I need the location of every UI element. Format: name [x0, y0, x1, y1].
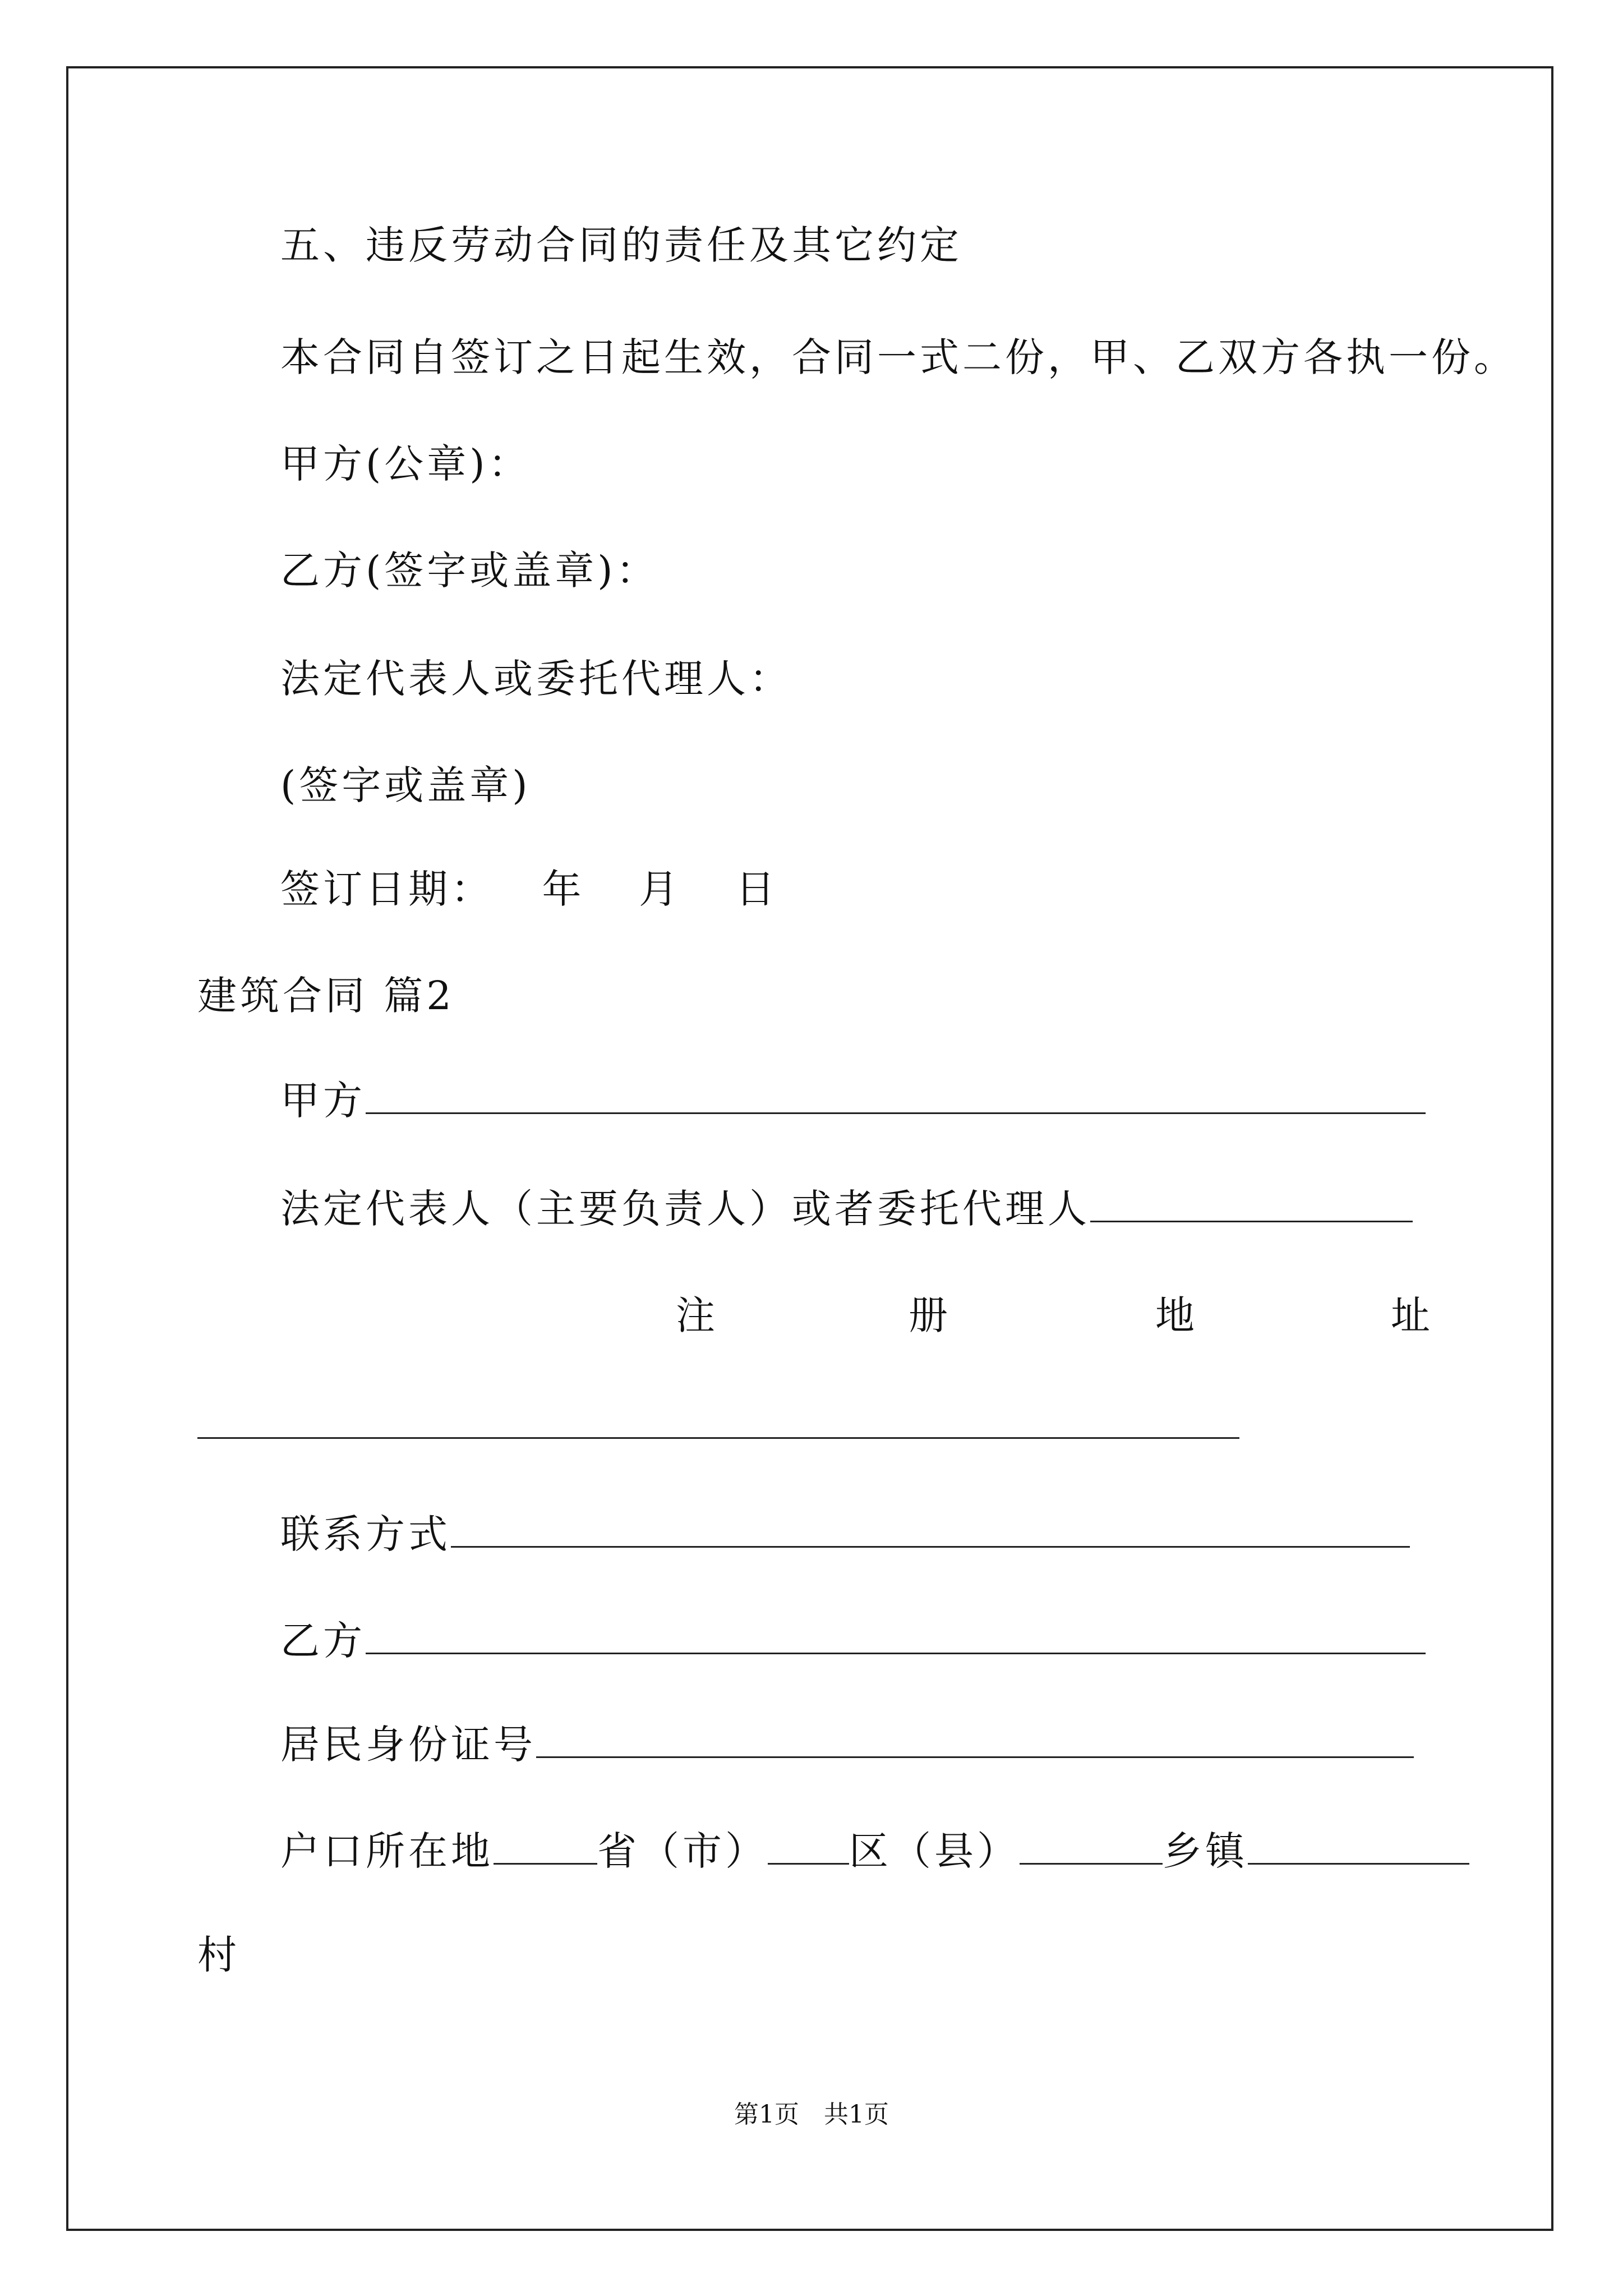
sign-date-year: 年 [542, 866, 585, 912]
party-a-label: 甲方 [280, 1078, 366, 1124]
party-a-blank[interactable] [366, 1078, 1426, 1114]
representative-field [280, 1184, 1413, 1234]
page-footer: 第1页 共1页 [734, 2100, 889, 2129]
registered-address-blank[interactable] [197, 1437, 1239, 1439]
representative-label: 法定代表人（主要负责人）或者委托代理人 [280, 1186, 1090, 1232]
party-b-blank[interactable] [366, 1618, 1426, 1654]
id-number-field [280, 1719, 1414, 1770]
township-blank[interactable] [1020, 1828, 1163, 1865]
registered-address-char-3: 地 [1155, 1292, 1195, 1338]
party-b-sign-line: 乙方(签字或盖章)： [280, 547, 659, 593]
id-number-blank[interactable] [536, 1722, 1414, 1758]
representative-blank[interactable] [1090, 1186, 1413, 1222]
village-label: 村 [197, 1932, 240, 1978]
page-border [66, 66, 1553, 2231]
registered-address-char-4: 址 [1391, 1292, 1430, 1338]
effective-clause: 本合同自签订之日起生效，合同一式二份，甲、乙双方各执一份。 [280, 334, 1516, 380]
sign-date-month: 月 [639, 866, 682, 912]
id-number-label: 居民身份证号 [280, 1722, 536, 1768]
contact-label: 联系方式 [280, 1511, 451, 1557]
sign-date-day: 日 [735, 866, 778, 912]
household-field [280, 1826, 1469, 1876]
party-a-field [280, 1075, 1426, 1126]
party-b-field [280, 1616, 1426, 1666]
province-blank[interactable] [494, 1828, 597, 1865]
province-label: 省（市） [597, 1828, 768, 1874]
sign-date-line [280, 864, 778, 914]
district-blank[interactable] [768, 1828, 849, 1865]
township-label: 乡镇 [1163, 1828, 1248, 1874]
legal-representative-line: 法定代表人或委托代理人： [280, 656, 792, 702]
party-a-seal-line: 甲方(公章)： [280, 441, 531, 487]
village-blank[interactable] [1248, 1828, 1469, 1865]
party-b-label: 乙方 [280, 1618, 366, 1664]
sign-date-label: 签订日期： [280, 866, 494, 912]
sign-or-seal-line: (签字或盖章) [280, 762, 531, 808]
section-five-heading: 五、违反劳动合同的责任及其它约定 [280, 222, 962, 268]
article-heading: 建筑合同 篇2 [197, 973, 455, 1019]
district-label: 区（县） [849, 1828, 1020, 1874]
contact-field [280, 1509, 1410, 1559]
household-label: 户口所在地 [280, 1828, 494, 1874]
registered-address-char-1: 注 [676, 1292, 715, 1338]
registered-address-char-2: 册 [909, 1292, 948, 1338]
contact-blank[interactable] [451, 1511, 1410, 1548]
